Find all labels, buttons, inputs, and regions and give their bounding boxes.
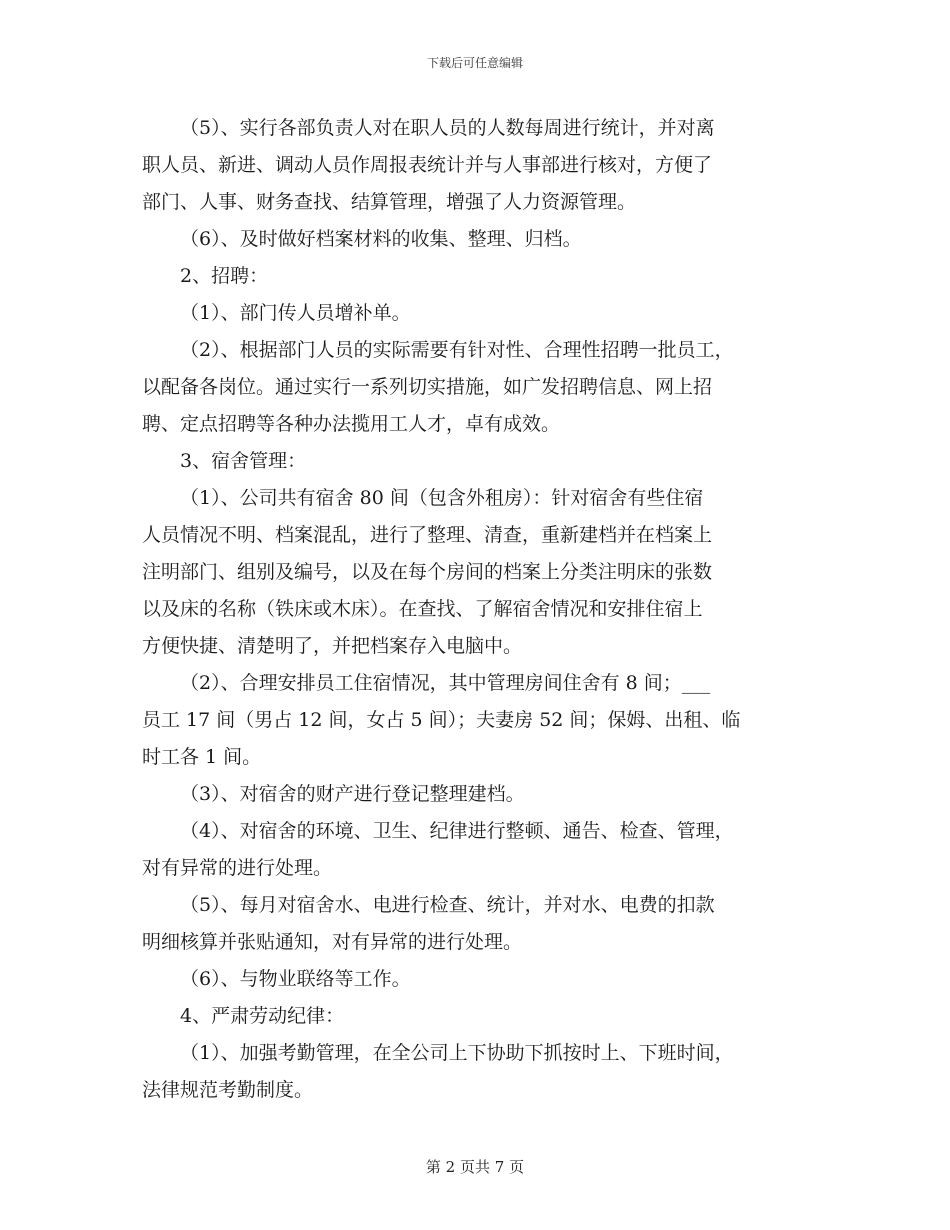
paragraph — [142, 258, 832, 295]
paragraph — [142, 221, 832, 258]
text-line: （2）、根据部门人员的实际需要有针对性、合理性招聘一批员工， — [180, 339, 734, 361]
text-line: （2）、合理安排员工住宿情况，其中管理房间住舍有 8 间；___ — [180, 672, 711, 694]
text-line: （3）、对宿舍的财产进行登记整理建档。 — [180, 783, 525, 805]
text-line: 注明部门、组别及编号，以及在每个房间的档案上分类注明床的张数 — [142, 561, 713, 583]
text-line: （1）、加强考勤管理，在全公司上下协助下抓按时上、下班时间， — [180, 1042, 734, 1064]
text-line: 2、招聘： — [180, 265, 269, 287]
paragraph — [142, 480, 832, 665]
text-line: 方便快捷、清楚明了，并把档案存入电脑中。 — [142, 635, 523, 657]
paragraph — [142, 813, 832, 887]
text-line: 4、严肃劳动纪律： — [180, 1005, 345, 1027]
text-line: 聘、定点招聘等各种办法揽用工人才，卓有成效。 — [142, 413, 561, 435]
text-line: 员工 17 间（男占 12 间，女占 5 间）；夫妻房 52 间；保姆、出租、临 — [142, 709, 741, 731]
text-line: （4）、对宿舍的环境、卫生、纪律进行整顿、通告、检查、管理， — [180, 820, 734, 842]
text-line: 人员情况不明、档案混乱，进行了整理、清查，重新建档并在档案上 — [142, 524, 713, 546]
text-line: （1）、部门传人员增补单。 — [180, 302, 411, 324]
paragraph — [142, 961, 832, 998]
text-line: 法律规范考勤制度。 — [142, 1079, 314, 1101]
text-line: 以及床的名称（铁床或木床）。在查找、了解宿舍情况和安排住宿上 — [142, 598, 703, 620]
paragraph — [142, 332, 832, 443]
paragraph — [142, 998, 832, 1035]
page-header: 下载后可任意编辑 — [426, 56, 523, 70]
paragraph — [142, 776, 832, 813]
paragraph — [142, 887, 832, 961]
text-line: （5）、实行各部负责人对在职人员的人数每周进行统计，并对离 — [180, 117, 715, 139]
paragraph — [142, 110, 832, 221]
text-line: 以配备各岗位。通过实行一系列切实措施，如广发招聘信息、网上招 — [142, 376, 713, 398]
text-line: （6）、及时做好档案材料的收集、整理、归档。 — [180, 228, 582, 250]
text-line: （6）、与物业联络等工作。 — [180, 968, 411, 990]
paragraph — [142, 443, 832, 480]
text-line: （1）、公司共有宿舍 80 间（包含外租房）：针对宿舍有些住宿 — [180, 487, 704, 509]
paragraph — [142, 295, 832, 332]
text-line: 明细核算并张贴通知，对有异常的进行处理。 — [142, 931, 523, 953]
paragraph — [142, 1035, 832, 1109]
text-line: （5）、每月对宿舍水、电进行检查、统计，并对水、电费的扣款 — [180, 894, 715, 916]
text-line: 部门、人事、财务查找、结算管理，增强了人力资源管理。 — [142, 191, 637, 213]
text-line: 时工各 1 间。 — [142, 746, 262, 768]
text-line: 3、宿舍管理： — [180, 450, 307, 472]
text-line: 职人员、新进、调动人员作周报表统计并与人事部进行核对，方便了 — [142, 154, 713, 176]
text-line: 对有异常的进行处理。 — [142, 857, 333, 879]
page-number: 第 2 页共 7 页 — [425, 1158, 525, 1176]
paragraph — [142, 665, 832, 776]
document-body — [142, 110, 832, 1109]
